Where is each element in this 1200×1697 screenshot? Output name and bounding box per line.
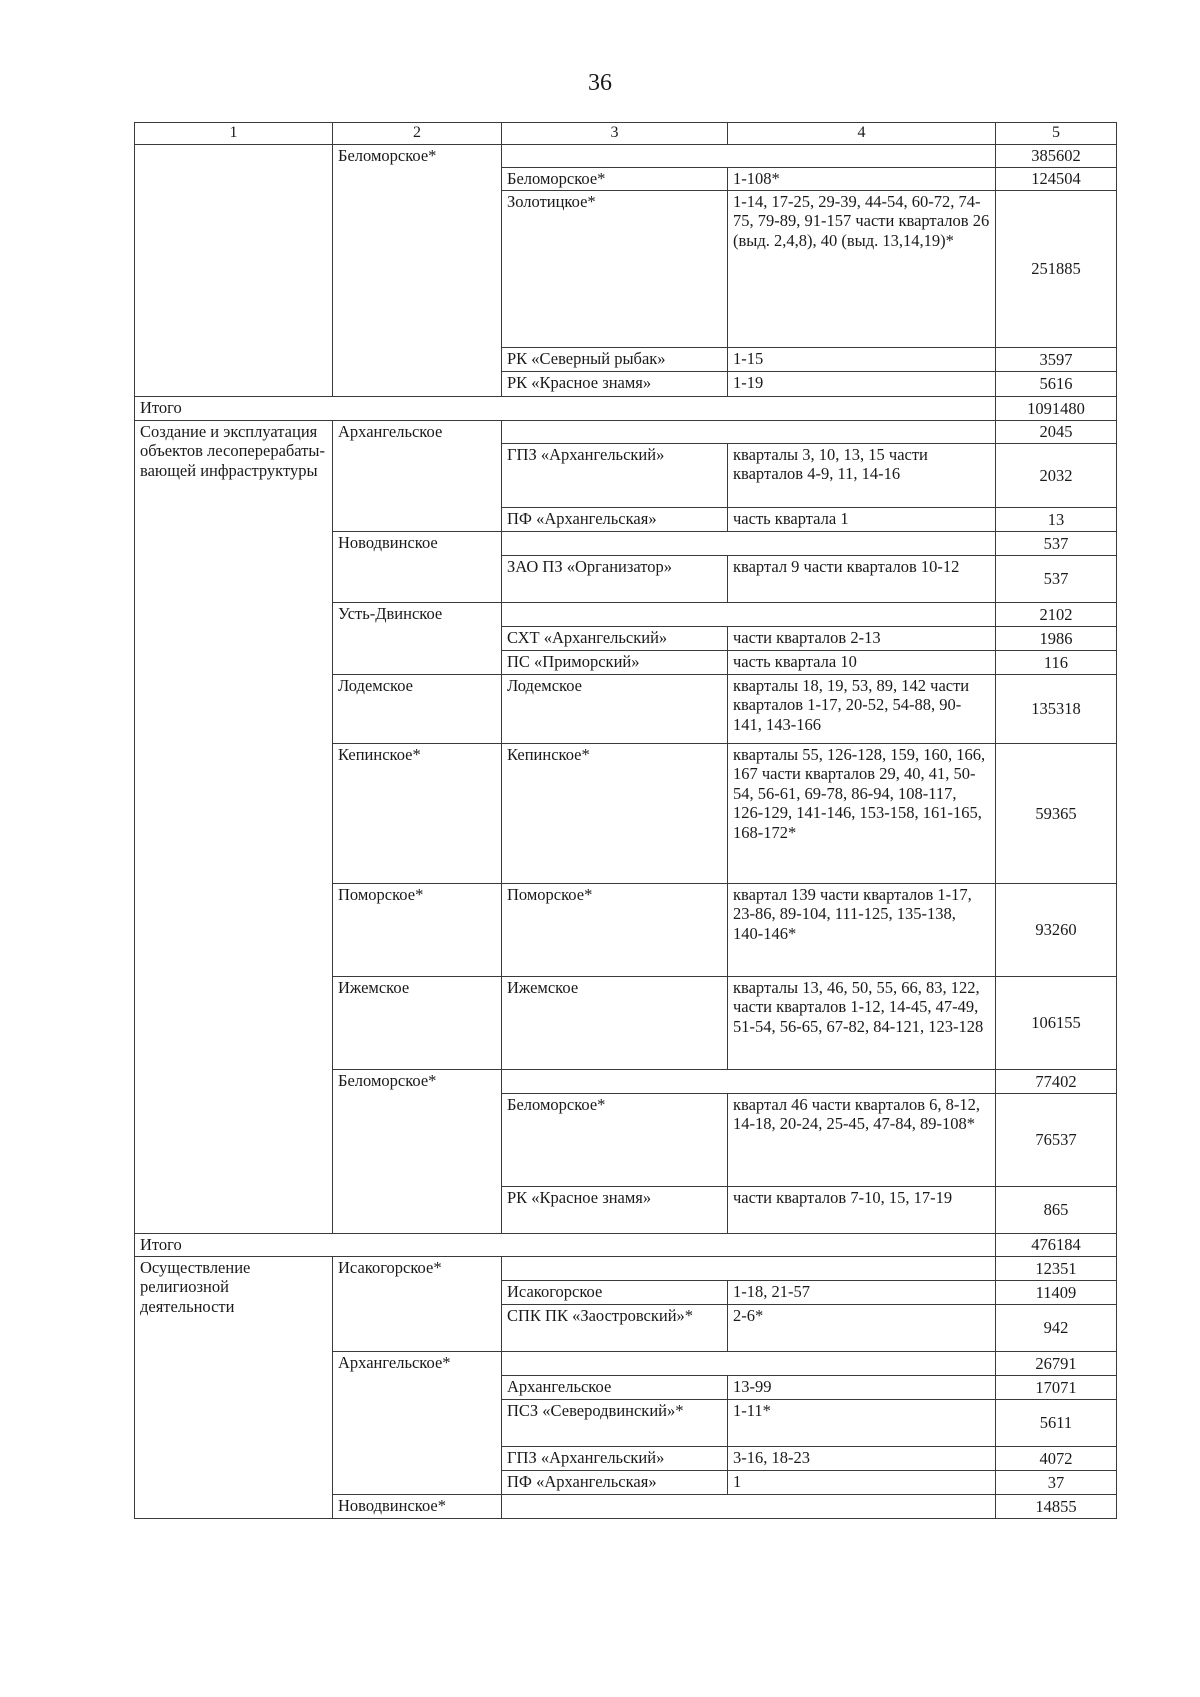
forestry-cell: Беломорское*	[333, 145, 502, 397]
quarters-cell: 1-11*	[728, 1400, 996, 1447]
area-cell: 14855	[996, 1495, 1117, 1519]
area-cell: 12351	[996, 1257, 1117, 1281]
quarters-cell: части кварталов 2-13	[728, 627, 996, 651]
quarters-cell: 1-15	[728, 348, 996, 372]
forestry-subtotal-span	[502, 1352, 996, 1376]
district-cell: Кепинское*	[502, 744, 728, 884]
area-cell: 4072	[996, 1447, 1117, 1471]
area-cell: 76537	[996, 1094, 1117, 1187]
area-cell: 17071	[996, 1376, 1117, 1400]
quarters-cell: квартал 139 части кварталов 1-17, 23-86, 89-104, 111-125, 135-138, 140-146*	[728, 884, 996, 977]
area-cell: 1986	[996, 627, 1117, 651]
area-cell: 37	[996, 1471, 1117, 1495]
quarters-cell: 1-18, 21-57	[728, 1281, 996, 1305]
quarters-cell: квартал 46 части кварталов 6, 8-12, 14-18, 20-24, 25-45, 47-84, 89-108*	[728, 1094, 996, 1187]
total-value: 1091480	[996, 397, 1117, 421]
district-cell: ПС «Приморский»	[502, 651, 728, 675]
table-row	[135, 421, 1117, 444]
category-cell: Осуществление религиозной деятельности	[135, 1257, 333, 1519]
area-cell: 2045	[996, 421, 1117, 444]
forestry-cell: Усть-Двинское	[333, 603, 502, 675]
forestry-subtotal-span	[502, 421, 996, 444]
area-cell: 5616	[996, 372, 1117, 397]
total-label: Итого	[135, 397, 996, 421]
total-value: 476184	[996, 1234, 1117, 1257]
quarters-cell: часть квартала 10	[728, 651, 996, 675]
forestry-cell: Архангельское*	[333, 1352, 502, 1495]
area-cell: 537	[996, 532, 1117, 556]
quarters-cell: кварталы 55, 126-128, 159, 160, 166, 167 части кварталов 29, 40, 41, 50-54, 56-61, 69-78, 86-94, 108-117, 126-129, 141-146, 153-158, 161-165, 168-172*	[728, 744, 996, 884]
district-cell: ПФ «Архангельская»	[502, 508, 728, 532]
forestry-subtotal-span	[502, 1070, 996, 1094]
quarters-cell: кварталы 13, 46, 50, 55, 66, 83, 122, части кварталов 1-12, 14-45, 47-49, 51-54, 56-65, 67-82, 84-121, 123-128	[728, 977, 996, 1070]
forest-use-table	[134, 122, 1117, 1519]
district-cell: РК «Красное знамя»	[502, 1187, 728, 1234]
quarters-cell: часть квартала 1	[728, 508, 996, 532]
district-cell: Золотицкое*	[502, 191, 728, 348]
quarters-cell: 2-6*	[728, 1305, 996, 1352]
district-cell: ГПЗ «Архангельский»	[502, 1447, 728, 1471]
category-cell: Создание и эксплуатация объектов лесоперерабаты-вающей инфраструктуры	[135, 421, 333, 1234]
area-cell: 2032	[996, 444, 1117, 508]
quarters-cell: 1	[728, 1471, 996, 1495]
district-cell: ПСЗ «Северодвинский»*	[502, 1400, 728, 1447]
forestry-cell: Новодвинское	[333, 532, 502, 603]
area-cell: 865	[996, 1187, 1117, 1234]
total-label: Итого	[135, 1234, 996, 1257]
total-row	[135, 397, 1117, 421]
forestry-cell: Кепинское*	[333, 744, 502, 884]
forestry-cell: Новодвинское*	[333, 1495, 502, 1519]
area-cell: 59365	[996, 744, 1117, 884]
forestry-cell: Архангельское	[333, 421, 502, 532]
district-cell: Исакогорское	[502, 1281, 728, 1305]
district-cell: Беломорское*	[502, 168, 728, 191]
page-number: 36	[588, 70, 612, 96]
district-cell: ГПЗ «Архангельский»	[502, 444, 728, 508]
area-cell: 5611	[996, 1400, 1117, 1447]
header-cell-5: 5	[996, 123, 1117, 145]
header-cell-1: 1	[135, 123, 333, 145]
quarters-cell: квартал 9 части кварталов 10-12	[728, 556, 996, 603]
quarters-cell: 1-108*	[728, 168, 996, 191]
table-row	[135, 1257, 1117, 1281]
area-cell: 116	[996, 651, 1117, 675]
area-cell: 2102	[996, 603, 1117, 627]
forestry-cell: Ижемское	[333, 977, 502, 1070]
area-cell: 135318	[996, 675, 1117, 744]
category-cell	[135, 145, 333, 397]
header-cell-4: 4	[728, 123, 996, 145]
district-cell: РК «Северный рыбак»	[502, 348, 728, 372]
district-cell: СХТ «Архангельский»	[502, 627, 728, 651]
forestry-cell: Поморское*	[333, 884, 502, 977]
area-cell: 3597	[996, 348, 1117, 372]
area-cell: 26791	[996, 1352, 1117, 1376]
district-cell: Поморское*	[502, 884, 728, 977]
forestry-cell: Беломорское*	[333, 1070, 502, 1234]
table-row	[135, 145, 1117, 168]
forestry-subtotal-span	[502, 1257, 996, 1281]
quarters-cell: 3-16, 18-23	[728, 1447, 996, 1471]
area-cell: 77402	[996, 1070, 1117, 1094]
forestry-cell: Лодемское	[333, 675, 502, 744]
district-cell: ПФ «Архангельская»	[502, 1471, 728, 1495]
area-cell: 537	[996, 556, 1117, 603]
district-cell: РК «Красное знамя»	[502, 372, 728, 397]
quarters-cell: 13-99	[728, 1376, 996, 1400]
district-cell: Архангельское	[502, 1376, 728, 1400]
quarters-cell: части кварталов 7-10, 15, 17-19	[728, 1187, 996, 1234]
header-cell-2: 2	[333, 123, 502, 145]
area-cell: 124504	[996, 168, 1117, 191]
district-cell: Беломорское*	[502, 1094, 728, 1187]
quarters-cell: кварталы 18, 19, 53, 89, 142 части кварталов 1-17, 20-52, 54-88, 90-141, 143-166	[728, 675, 996, 744]
forestry-cell: Исакогорское*	[333, 1257, 502, 1352]
forestry-subtotal-span	[502, 145, 996, 168]
district-cell: Лодемское	[502, 675, 728, 744]
forestry-subtotal-span	[502, 603, 996, 627]
header-cell-3: 3	[502, 123, 728, 145]
total-row	[135, 1234, 1117, 1257]
quarters-cell: кварталы 3, 10, 13, 15 части кварталов 4-9, 11, 14-16	[728, 444, 996, 508]
district-cell: СПК ПК «Заостровский»*	[502, 1305, 728, 1352]
forestry-subtotal-span	[502, 1495, 996, 1519]
area-cell: 13	[996, 508, 1117, 532]
area-cell: 385602	[996, 145, 1117, 168]
quarters-cell: 1-19	[728, 372, 996, 397]
area-cell: 93260	[996, 884, 1117, 977]
district-cell: Ижемское	[502, 977, 728, 1070]
area-cell: 942	[996, 1305, 1117, 1352]
forestry-subtotal-span	[502, 532, 996, 556]
header-row	[135, 123, 1117, 145]
area-cell: 11409	[996, 1281, 1117, 1305]
area-cell: 251885	[996, 191, 1117, 348]
quarters-cell: 1-14, 17-25, 29-39, 44-54, 60-72, 74-75, 79-89, 91-157 части кварталов 26 (выд. 2,4,8), 40 (выд. 13,14,19)*	[728, 191, 996, 348]
district-cell: ЗАО ПЗ «Организатор»	[502, 556, 728, 603]
area-cell: 106155	[996, 977, 1117, 1070]
